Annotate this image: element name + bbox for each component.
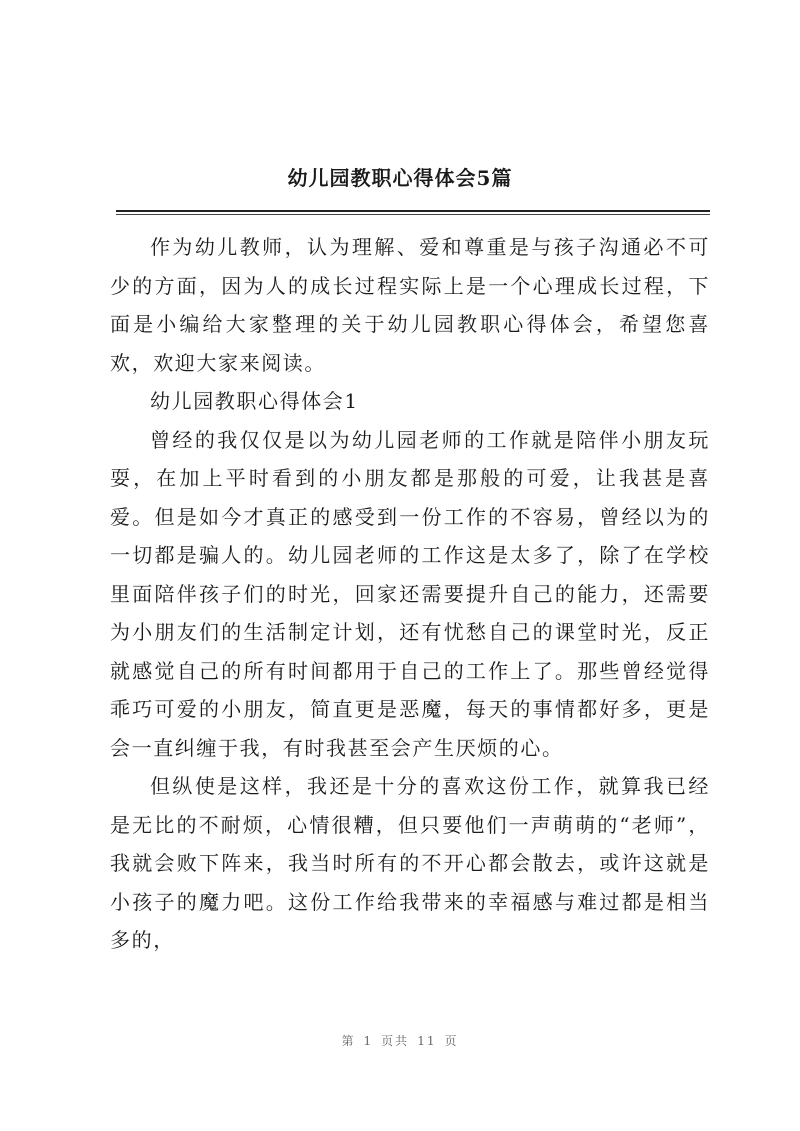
title-rule-thin: [116, 214, 710, 215]
section-heading: 幼儿园教职心得体会1: [150, 389, 359, 413]
body-paragraph: 曾经的我仅仅是以为幼儿园老师的工作就是陪伴小朋友玩耍，在加上平时看到的小朋友都是那般的可爱，让我甚是喜爱。但是如今才真正的感受到一份工作的不容易，曾经以为的一切都是骗人的。幼儿园老师的工作这是太多了，除了在学校里面陪伴孩子们的时光，回家还需要提升自己的能力，还需要为小朋友们的生活制定计划，还有忧愁自己的课堂时光，反正就感觉自己的所有时间都用于自己的工作上了。那些曾经觉得乖巧可爱的小朋友，简直更是恶魔，每天的事情都好多，更是会一直纠缠于我，有时我甚至会产生厌烦的心。: [110, 427, 710, 760]
footer-prefix: 第: [341, 1034, 356, 1048]
body-paragraph: 但纵使是这样，我还是十分的喜欢这份工作，就算我已经是无比的不耐烦，心情很糟，但只要他们一声萌萌的“老师”，我就会败下阵来，我当时所有的不开心都会散去，或许这就是小孩子的魔力吧。这份工作给我带来的幸福感与难过都是相当多的，: [110, 774, 710, 952]
document-body: [110, 228, 710, 960]
footer-page-number: 1: [363, 1034, 374, 1048]
footer-total-pages: 11: [417, 1034, 437, 1048]
page-footer: [0, 1032, 800, 1049]
document-title: 幼儿园教职心得体会5篇: [287, 166, 513, 190]
footer-middle: 页共: [381, 1034, 410, 1048]
title-rule: [116, 210, 710, 212]
footer-suffix: 页: [444, 1034, 459, 1048]
intro-paragraph: 作为幼儿教师，认为理解、爱和尊重是与孩子沟通必不可少的方面，因为人的成长过程实际上是一个心理成长过程，下面是小编给大家整理的关于幼儿园教职心得体会，希望您喜欢，欢迎大家来阅读。: [110, 235, 710, 375]
